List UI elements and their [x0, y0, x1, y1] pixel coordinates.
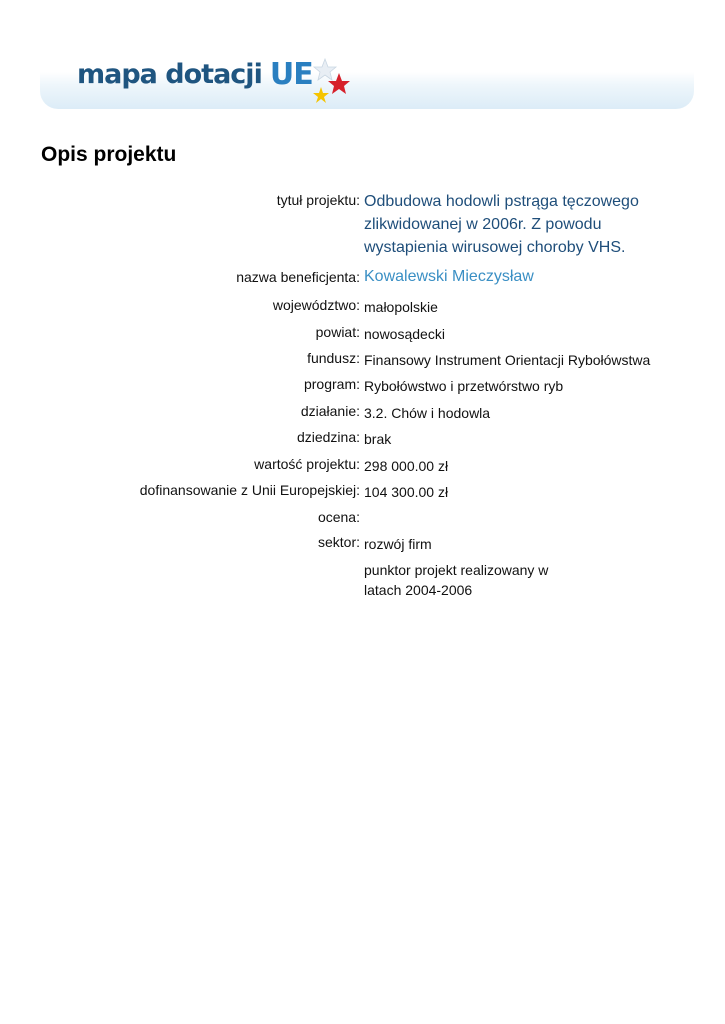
field-value: 3.2. Chów i hodowla: [364, 405, 491, 421]
field-label: powiat:: [315, 324, 360, 340]
field-value: brak: [364, 431, 392, 447]
field-label: tytuł projektu:: [276, 192, 360, 208]
field-label: fundusz:: [307, 350, 360, 366]
field-label: sektor:: [317, 534, 360, 550]
field-value: rozwój firm: [364, 536, 432, 552]
beneficiary-link[interactable]: Kowalewski Mieczysław: [364, 268, 534, 285]
logo-ue: UE: [269, 57, 313, 92]
field-label: dziedzina:: [296, 429, 360, 445]
field-label: program:: [303, 376, 360, 392]
logo-text: mapa dotacji: [77, 59, 262, 90]
logo[interactable]: [77, 57, 349, 105]
field-value: Finansowy Instrument Orientacji Rybołówstwa: [364, 352, 651, 368]
field-label: dofinansowanie z Unii Europejskiej:: [139, 482, 360, 498]
field-value: 104 300.00 zł: [364, 484, 449, 500]
logo-stars-icon: [309, 57, 349, 105]
note-text: punktor projekt realizowany w latach 2004-2006: [364, 562, 549, 598]
field-label: ocena:: [317, 509, 360, 525]
field-label: działanie:: [300, 403, 360, 419]
field-value: Rybołówstwo i przetwórstwo ryb: [364, 378, 564, 394]
page-title: Opis projektu: [41, 143, 177, 166]
project-title-link[interactable]: Odbudowa hodowli pstrąga tęczowego zlikwidowanej w 2006r. Z powodu wystapienia wirusowej choroby VHS.: [364, 193, 639, 256]
field-value: małopolskie: [364, 299, 438, 315]
field-label: wartość projektu:: [254, 456, 360, 472]
field-label: województwo:: [272, 297, 360, 313]
field-label: nazwa beneficjenta:: [236, 269, 360, 285]
field-value: nowosądecki: [364, 326, 445, 342]
field-value: 298 000.00 zł: [364, 458, 449, 474]
